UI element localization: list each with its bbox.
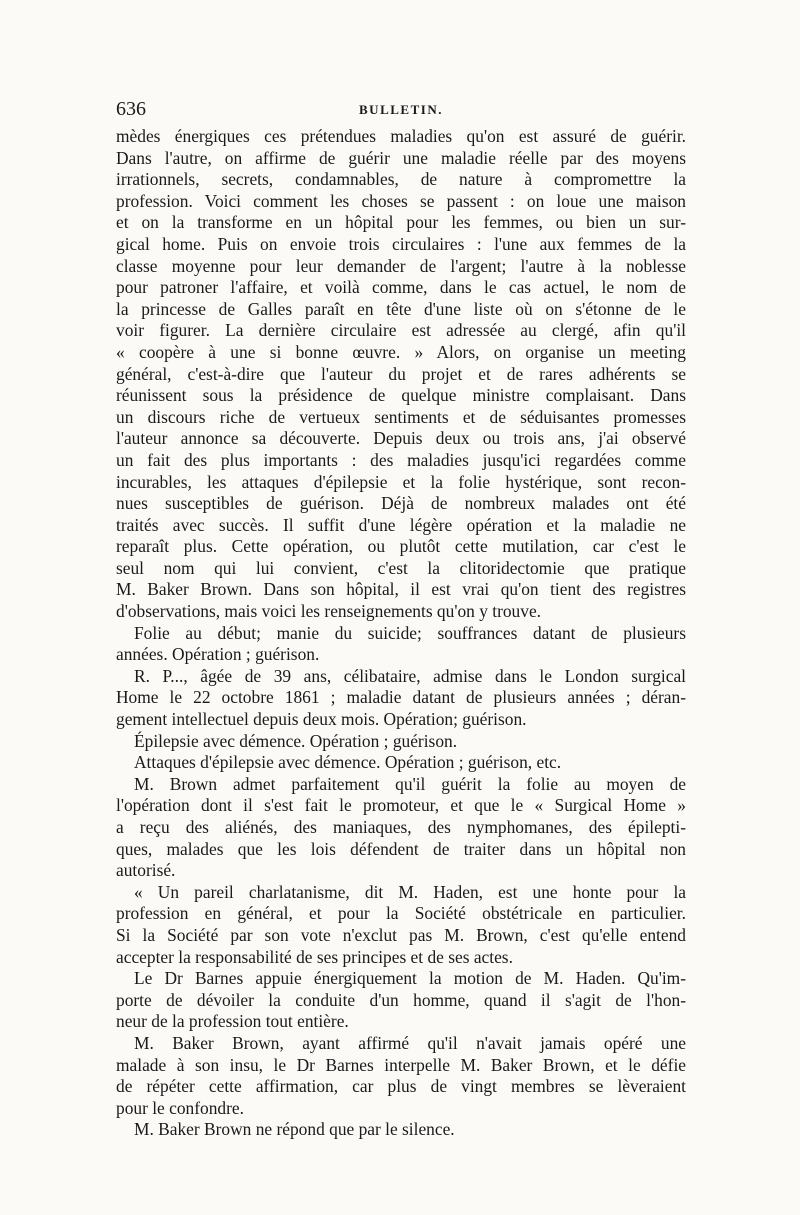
text-line: traités avec succès. Il suffit d'une légère opération et la maladie ne <box>116 514 686 535</box>
text-line: incurables, les attaques d'épilepsie et la folie hystérique, sont recon- <box>116 471 686 492</box>
text-line: d'observations, mais voici les renseignements qu'on y trouve. <box>116 601 542 622</box>
text-line: Dans l'autre, on affirme de guérir une maladie réelle par des moyens <box>116 147 686 168</box>
text-line: Folie au début; manie du suicide; souffrances datant de plusieurs <box>134 622 686 643</box>
text-line: reparaît plus. Cette opération, ou plutôt cette mutilation, car c'est le <box>116 536 686 557</box>
text-line: neur de la profession tout entière. <box>116 1011 349 1032</box>
text-line: Attaques d'épilepsie avec démence. Opération ; guérison, etc. <box>134 752 562 773</box>
text-line: malade à son insu, le Dr Barnes interpelle M. Baker Brown, et le défie <box>116 1054 686 1075</box>
text-line: M. Baker Brown ne répond que par le silence. <box>134 1119 455 1140</box>
text-line: R. P..., âgée de 39 ans, célibataire, admise dans le London surgical <box>134 665 686 686</box>
text-line: général, c'est-à-dire que l'auteur du projet et de rares adhérents se <box>116 363 686 384</box>
running-head: BULLETIN. <box>359 102 443 117</box>
text-line: années. Opération ; guérison. <box>116 644 320 665</box>
text-line: Home le 22 octobre 1861 ; maladie datant de plusieurs années ; déran- <box>116 687 686 708</box>
text-line: seul nom qui lui convient, c'est la clitoridectomie que pratique <box>116 557 686 578</box>
text-line: l'opération dont il s'est fait le promoteur, et que le « Surgical Home » <box>116 795 686 816</box>
text-line: Épilepsie avec démence. Opération ; guérison. <box>134 730 458 751</box>
text-line: l'auteur annonce sa découverte. Depuis deux ou trois ans, j'ai observé <box>116 428 686 449</box>
text-line: mèdes énergiques ces prétendues maladies qu'on est assuré de guérir. <box>116 126 686 146</box>
text-line: Le Dr Barnes appuie énergiquement la motion de M. Haden. Qu'im- <box>134 968 686 989</box>
text-line: « coopère à une si bonne œuvre. » Alors, on organise un meeting <box>116 341 686 362</box>
text-line: de répéter cette affirmation, car plus de vingt membres se lèveraient <box>116 1076 686 1097</box>
text-line: accepter la responsabilité de ses principes et de ses actes. <box>116 946 513 967</box>
text-line: profession en général, et pour la Société obstétricale en particulier. <box>116 903 686 924</box>
text-line: pour patroner l'affaire, et voilà comme, dans le cas actuel, le nom de <box>116 277 686 298</box>
text-line: autorisé. <box>116 860 176 881</box>
text-line: classe moyenne pour leur demander de l'argent; l'autre à la noblesse <box>116 255 686 276</box>
text-line: réunissent sous la présidence de quelque ministre complaisant. Dans <box>116 385 686 406</box>
text-line: voir figurer. La dernière circulaire est adressée au clergé, afin qu'il <box>116 320 686 341</box>
page-number: 636 <box>116 98 146 120</box>
text-line: profession. Voici comment les choses se passent : on loue une maison <box>116 190 686 211</box>
text-line: un discours riche de vertueux sentiments et de séduisantes promesses <box>116 406 686 427</box>
text-line: M. Baker Brown. Dans son hôpital, il est vrai qu'on tient des registres <box>116 579 686 600</box>
text-line: pour le confondre. <box>116 1097 244 1118</box>
page-header <box>116 98 686 124</box>
text-line: gical home. Puis on envoie trois circulaires : l'une aux femmes de la <box>116 233 686 254</box>
text-line: M. Baker Brown, ayant affirmé qu'il n'avait jamais opéré une <box>134 1032 686 1053</box>
text-line: « Un pareil charlatanisme, dit M. Haden, est une honte pour la <box>134 881 686 902</box>
text-line: porte de dévoiler la conduite d'un homme, quand il s'agit de l'hon- <box>116 989 686 1010</box>
text-line: ques, malades que les lois défendent de traiter dans un hôpital non <box>116 838 686 859</box>
text-line: gement intellectuel depuis deux mois. Opération; guérison. <box>116 709 527 730</box>
body-text <box>116 126 686 1141</box>
text-line: un fait des plus importants : des maladies jusqu'ici regardées comme <box>116 449 686 470</box>
text-line: et on la transforme en un hôpital pour les femmes, ou bien un sur- <box>116 212 686 233</box>
text-line: la princesse de Galles paraît en tête d'une liste où on s'étonne de le <box>116 298 686 319</box>
text-line: M. Brown admet parfaitement qu'il guérit la folie au moyen de <box>134 773 686 794</box>
text-line: nues susceptibles de guérison. Déjà de nombreux malades ont été <box>116 493 686 514</box>
text-line: Si la Société par son vote n'exclut pas M. Brown, c'est qu'elle entend <box>116 924 686 945</box>
text-line: irrationnels, secrets, condamnables, de nature à compromettre la <box>116 169 686 190</box>
text-line: a reçu des aliénés, des maniaques, des nymphomanes, des épilepti- <box>116 817 686 837</box>
